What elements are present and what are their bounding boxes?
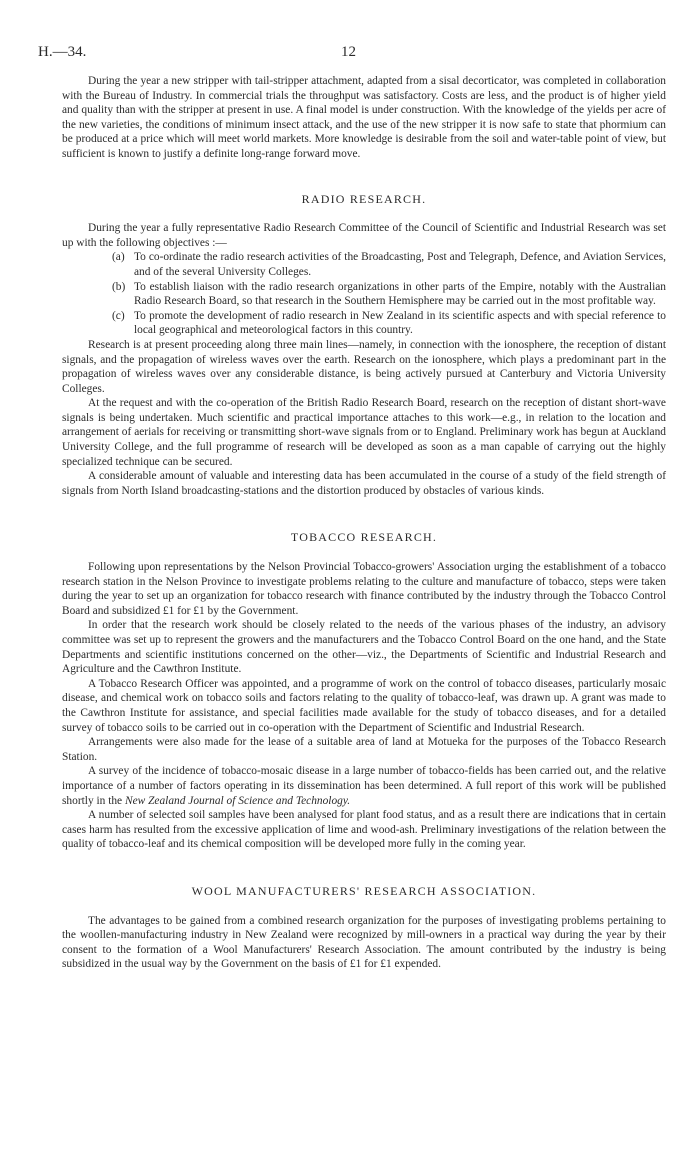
section-heading: TOBACCO RESEARCH. bbox=[290, 530, 438, 545]
body-paragraph bbox=[62, 764, 666, 808]
body-paragraph: A considerable amount of valuable and interesting data has been accumulated in the course of a study of the field strength of signals from North Island broadcasting-stations and the distortion produced by obstacles of various kinds. bbox=[62, 470, 666, 497]
body-paragraph: At the request and with the co-operation of the British Radio Research Board, research on the reception of distant short-wave signals is being undertaken. Much scientific and practical importance attaches to this work—e.g., in relation to the location and arrangement of aerials for receiving or transmitting short-wave signals from or to England. Preliminary work has begun at Auckland University College, and the full programme of research will be developed as soon as a man capable of carrying out the highly specialized technique can be secured. bbox=[62, 397, 666, 468]
body-paragraph: In order that the research work should be closely related to the needs of the various phases of the industry, an advisory committee was set up to represent the growers and the manufacturers and the Tobacco Control Board on the one hand, and the State Departments and scientific institutions concerned on the other—viz., the Departments of Scientific and Industrial Research and Agriculture and the Cawthron Institute. bbox=[62, 619, 666, 676]
body-paragraph: A Tobacco Research Officer was appointed, and a programme of work on the control of tobacco diseases, particularly mosaic disease, and chemical work on tobacco soils and factors relating to the quality of tobacco-leaf, was drawn up. A grant was made to the Cawthron Institute for assistance, and special facilities made available for the study of tobacco diseases, and for a detailed survey of tobacco soils to be carried out in co-operation with the Department of Scientific and Industrial Research. bbox=[62, 677, 666, 734]
body-paragraph: Following upon representations by the Nelson Provincial Tobacco-growers' Association urging the establishment of a tobacco research station in the Nelson Province to investigate problems relating to the culture and manufacture of tobacco, steps were taken during the year to set up an organization for tobacco research with finance contributed by the industry through the Tobacco Control Board and subsidized £1 for £1 by the Government. bbox=[62, 561, 666, 617]
objective-marker: (a) bbox=[112, 251, 125, 264]
body-paragraph: During the year a fully representative Radio Research Committee of the Council of Scientific and Industrial Research was set up with the following objectives :— bbox=[62, 222, 666, 249]
page-header bbox=[38, 44, 664, 64]
body-paragraph: The advantages to be gained from a combined research organization for the purposes of investigating problems pertaining to the woollen-manufacturing industry in New Zealand were recognized by mill-owners in a practical way during the year by their consent to the formation of a Wool Manufacturers' Research Association. The amount contributed by the industry is being subsidized in the usual way by the Government on the basis of £1 for £1 expended. bbox=[62, 914, 666, 971]
report-reference: H.—34. bbox=[38, 44, 87, 60]
section-heading: WOOL MANUFACTURERS' RESEARCH ASSOCIATION. bbox=[191, 883, 537, 898]
section-heading: RADIO RESEARCH. bbox=[301, 191, 427, 206]
body-paragraph: Research is at present proceeding along three main lines—namely, in connection with the ionosphere, the reception of distant signals, and the propagation of wireless waves over the earth. Research on the ionosphere, which plays a predominant part in the propagation of wireless waves over any considerable distance, is being actively pursued at Canterbury and Victoria University Colleges. bbox=[62, 338, 666, 395]
objectives-list bbox=[62, 250, 666, 338]
objective-marker: (c) bbox=[112, 309, 125, 322]
objective-item bbox=[62, 250, 666, 279]
objective-text: To promote the development of radio research in New Zealand in its scientific aspects and with special reference to local geographical and meteorological factors in this country. bbox=[134, 309, 666, 337]
survey-text: A survey of the incidence of tobacco-mosaic disease in a large number of tobacco-fields has been carried out, and the relative importance of a number of factors operating in its dissemination has been determined. A full report of this work will be published shortly in the bbox=[62, 765, 666, 807]
body-paragraph: Arrangements were also made for the lease of a suitable area of land at Motueka for the purposes of the Tobacco Research Station. bbox=[62, 736, 666, 763]
objective-text: To establish liaison with the radio research organizations in other parts of the Empire, notably with the Australian Radio Research Board, so that research in the Southern Hemisphere may be carried out in the most profitable way. bbox=[134, 280, 666, 308]
tobacco-research-section bbox=[62, 530, 666, 851]
wool-research-section bbox=[62, 884, 666, 972]
page-number: 12 bbox=[341, 44, 356, 60]
radio-research-section bbox=[62, 192, 666, 499]
objective-item bbox=[62, 309, 666, 338]
journal-title: New Zealand Journal of Science and Technology. bbox=[124, 794, 351, 807]
objective-text: To co-ordinate the radio research activities of the Broadcasting, Post and Telegraph, Defence, and Aviation Services, and of the several University Colleges. bbox=[134, 251, 666, 278]
objective-item bbox=[62, 280, 666, 309]
body-paragraph: A number of selected soil samples have been analysed for plant food status, and as a result there are indications that in certain cases harm has resulted from the excessive application of lime and wood-ash. Preliminary investigations of the relation between the quality of tobacco-leaf and its chemical composition will be developed more fully in the coming year. bbox=[62, 809, 666, 851]
objective-marker: (b) bbox=[112, 280, 126, 293]
phormium-section bbox=[62, 74, 666, 162]
body-paragraph: During the year a new stripper with tail-stripper attachment, adapted from a sisal decorticator, was completed in collaboration with the Bureau of Industry. In commercial trials the throughput was satisfactory. Costs are less, and the product is of higher yield and quality than with the stripper at present in use. A final model is under construction. With the knowledge of the yields per acre of the new varieties, the conditions of minimum insect attack, and the use of the new stripper it is now safe to state that phormium can be produced at a price which will meet world markets. More knowledge is desirable from the soil and water-table point of view, but sufficient is known to justify a definite long-range forward move. bbox=[62, 75, 666, 160]
page-body bbox=[62, 74, 666, 972]
